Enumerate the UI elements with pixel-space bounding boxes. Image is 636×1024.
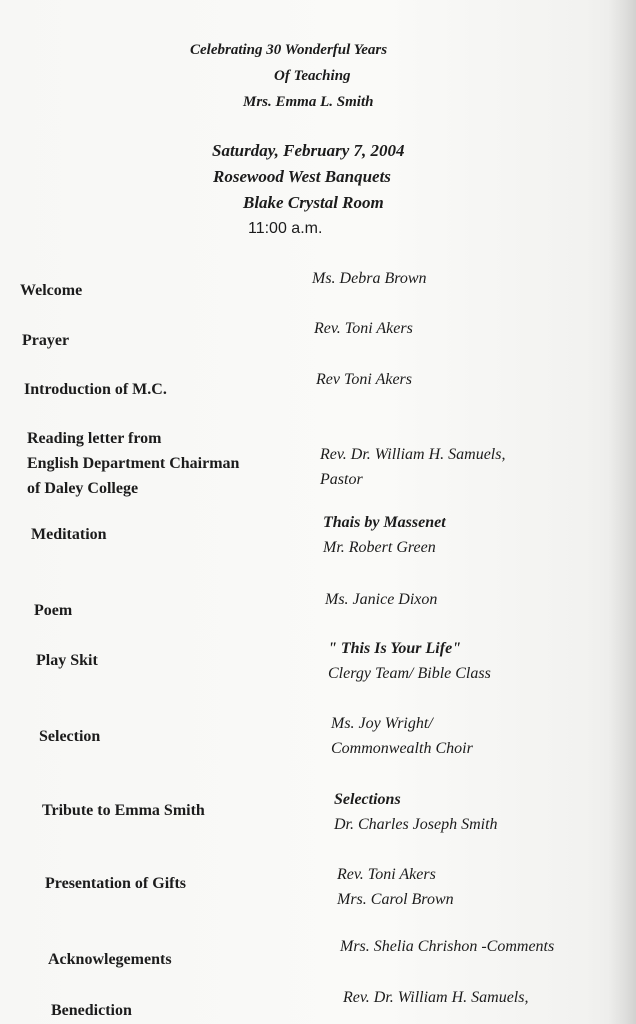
participant-line: Ms. Janice Dixon — [325, 591, 438, 608]
event-date: Saturday, February 7, 2004 — [212, 141, 405, 160]
participant-line: Ms. Joy Wright/ — [331, 715, 433, 732]
skit-title: " This Is Your Life" — [328, 640, 462, 657]
participant-poem — [325, 587, 437, 612]
participant-gifts — [337, 862, 454, 912]
page-edge-shadow — [608, 0, 636, 1024]
program-item-acknowledgements: Acknowlegements — [48, 951, 172, 968]
participant-line: Dr. Charles Joseph Smith — [334, 816, 498, 833]
program-item-benediction: Benediction — [51, 1002, 132, 1019]
participant-line: Ms. Debra Brown — [312, 270, 427, 287]
participant-line: Rev. Toni Akers — [314, 320, 413, 337]
participant-play-skit — [328, 636, 491, 686]
participant-line: Mrs. Carol Brown — [337, 891, 454, 908]
program-item-selection: Selection — [39, 728, 101, 745]
participant-line: Rev Toni Akers — [316, 371, 412, 388]
participant-line: Mrs. Shelia Chrishon -Comments — [340, 938, 555, 955]
program-item-line: Reading letter from — [27, 430, 162, 447]
participant-welcome — [312, 266, 427, 291]
program-item-introduction: Introduction of M.C. — [24, 381, 167, 398]
program-item-play-skit: Play Skit — [36, 652, 98, 669]
event-venue: Rosewood West Banquets — [213, 167, 391, 186]
musical-piece: Thais by Massenet — [323, 514, 446, 531]
participant-line: Mr. Robert Green — [323, 539, 436, 556]
program-item-welcome: Welcome — [20, 282, 83, 299]
participant-reading — [320, 442, 505, 492]
program-item-poem: Poem — [34, 602, 73, 619]
program-item-line: English Department Chairman — [27, 455, 240, 472]
participant-line: Commonwealth Choir — [331, 740, 473, 757]
header-line-1: Celebrating 30 Wonderful Years — [190, 42, 388, 58]
honoree-name: Mrs. Emma L. Smith — [243, 94, 374, 110]
event-time: 11:00 a.m. — [248, 220, 323, 237]
participant-line: Clergy Team/ Bible Class — [328, 665, 491, 682]
participant-prayer — [314, 316, 413, 341]
header-line-2: Of Teaching — [274, 68, 351, 84]
program-item-tribute: Tribute to Emma Smith — [42, 802, 205, 819]
participant-meditation — [323, 510, 446, 560]
program-item-reading — [27, 426, 239, 501]
program-item-gifts: Presentation of Gifts — [45, 875, 187, 892]
tribute-selections: Selections — [334, 791, 401, 808]
participant-selection — [331, 711, 473, 761]
participant-line: Pastor — [320, 471, 363, 488]
participant-line: Rev. Toni Akers — [337, 866, 436, 883]
participant-line: Rev. Dr. William H. Samuels, — [320, 446, 506, 463]
program-item-prayer: Prayer — [22, 332, 70, 349]
program-item-line: of Daley College — [27, 480, 139, 497]
event-room: Blake Crystal Room — [243, 193, 384, 212]
participant-introduction — [316, 367, 412, 392]
participant-benediction — [343, 985, 528, 1010]
participant-tribute — [334, 787, 498, 837]
participant-acknowledgements — [340, 934, 554, 959]
participant-line: Rev. Dr. William H. Samuels, — [343, 989, 529, 1006]
program-item-meditation: Meditation — [31, 526, 107, 543]
